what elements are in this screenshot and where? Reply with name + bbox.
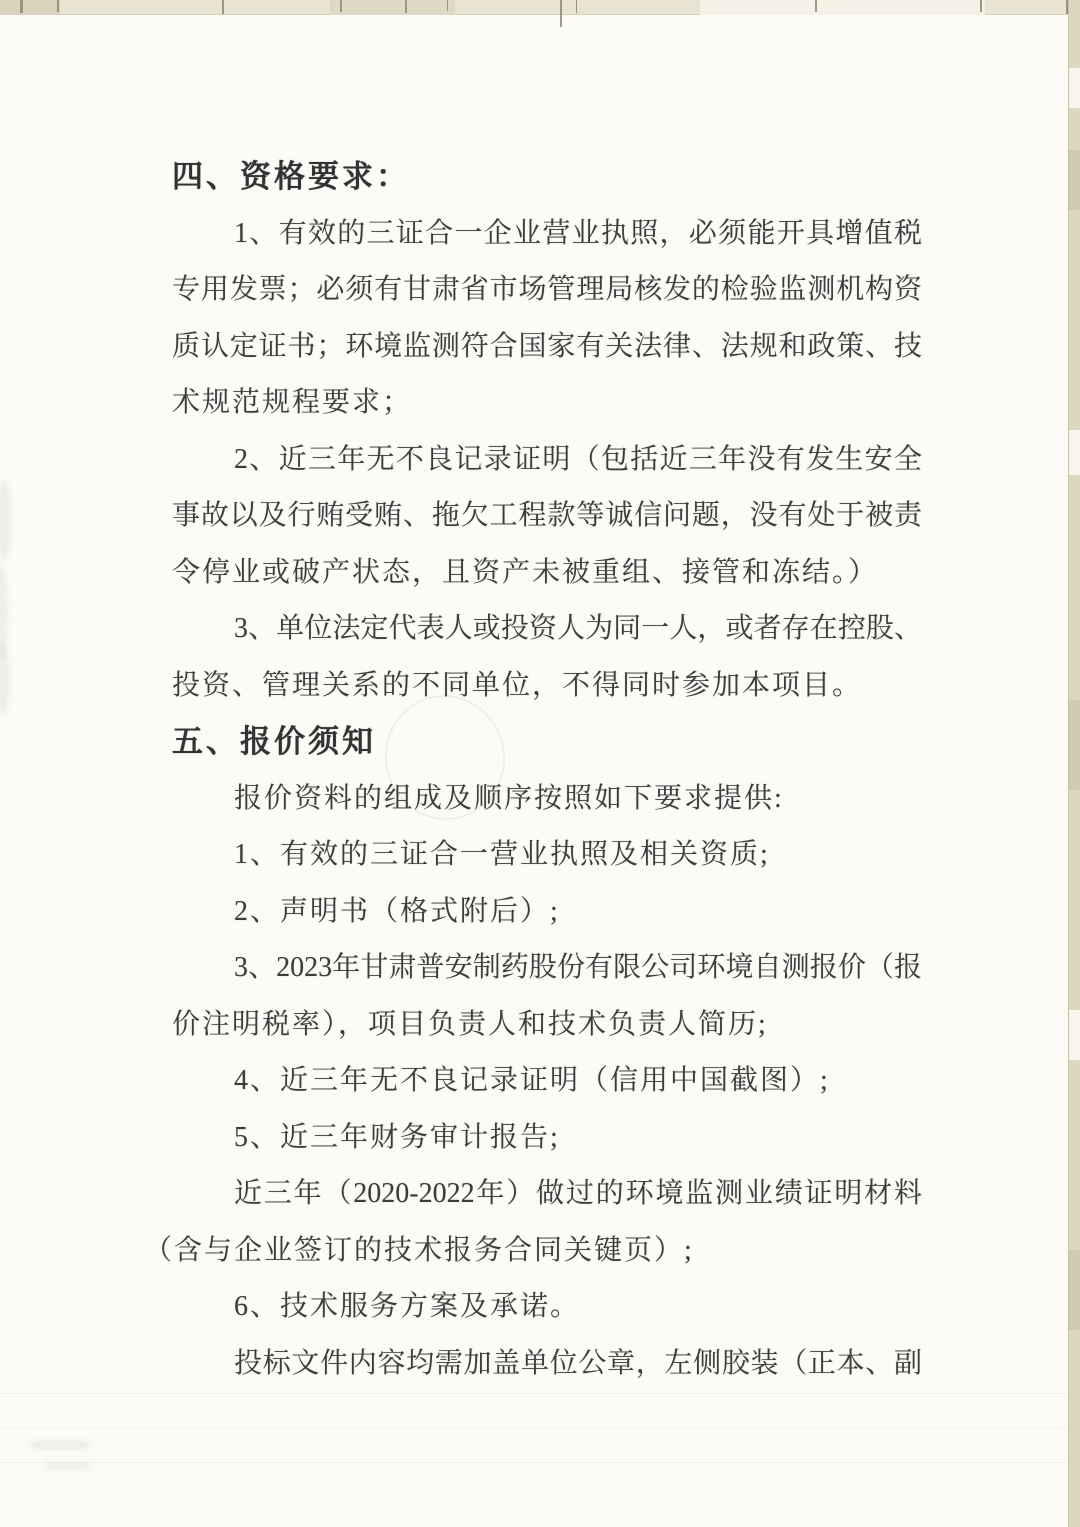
line-quotation-item-3-end: 价注明税率），项目负责人和技术负责人简历; xyxy=(172,1008,768,1040)
scan-artifact-tick xyxy=(447,0,448,11)
line-qualification-item-2-end: 令停业或破产状态，且资产未被重组、接管和冻结。） xyxy=(172,556,879,588)
scan-artifact-tick xyxy=(57,0,59,12)
line-quotation-item-5: 5、近三年财务审计报告; xyxy=(234,1121,560,1153)
line-quotation-item-1: 1、有效的三证合一营业执照及相关资质; xyxy=(234,839,770,870)
document-body xyxy=(0,149,1080,1392)
scan-artifact-tick xyxy=(980,0,982,12)
line-qualification-item-1: 1、有效的三证合一企业营业执照，必须能开具增值税 xyxy=(234,217,922,249)
line-quotation-item-6: 6、技术服务方案及承诺。 xyxy=(234,1291,581,1322)
scan-smudge xyxy=(30,1440,90,1450)
scan-artifact-tick xyxy=(20,0,23,13)
line-qualification-item-1-cont: 专用发票；必须有甘肃省市场管理局核发的检验监测机构资 xyxy=(172,274,922,305)
line-quotation-item-3: 3、2023年甘肃普安制药股份有限公司环境自测报价（报 xyxy=(234,952,922,983)
line-qualification-item-3: 3、单位法定代表人或投资人为同一人，或者存在控股、 xyxy=(234,613,922,644)
line-qualification-item-2: 2、近三年无不良记录证明（包括近三年没有发生安全 xyxy=(234,443,922,475)
scan-artifact-tick xyxy=(576,0,577,13)
line-quotation-intro: 报价资料的组成及顺序按照如下要求提供: xyxy=(234,782,784,814)
line-performance-materials-end: （含与企业签订的技术报务合同关键页）; xyxy=(144,1234,694,1266)
scan-artifact-line xyxy=(0,1428,1068,1429)
scan-artifact-tick xyxy=(405,0,407,13)
line-quotation-item-4: 4、近三年无不良记录证明（信用中国截图）; xyxy=(234,1065,830,1096)
line-quotation-item-2: 2、声明书（格式附后）; xyxy=(234,895,560,927)
line-qualification-item-3-end: 投资、管理关系的不同单位，不得同时参加本项目。 xyxy=(172,669,863,701)
scan-artifact-tick xyxy=(815,0,817,12)
scan-artifact-tick xyxy=(560,0,562,27)
line-performance-materials: 近三年（2020-2022年）做过的环境监测业绩证明材料 xyxy=(234,1178,922,1209)
line-qualification-item-2-cont: 事故以及行贿受贿、拖欠工程款等诚信问题，没有处于被责 xyxy=(172,500,922,531)
heading-section-5-quotation-notes: 五、报价须知 xyxy=(172,724,376,759)
line-qualification-item-1-end: 术规范规程要求； xyxy=(172,387,413,418)
scan-artifact-line xyxy=(0,1393,1068,1394)
scan-artifact-tick xyxy=(222,0,224,14)
line-binding-instructions: 投标文件内容均需加盖单位公章，左侧胶装（正本、副 xyxy=(234,1347,922,1379)
scan-artifact-tick xyxy=(340,0,342,12)
scan-smudge xyxy=(45,1462,90,1470)
scan-edge-top xyxy=(0,0,1080,15)
scan-artifact-line xyxy=(0,1462,1068,1463)
line-qualification-item-1-cont: 质认定证书；环境监测符合国家有关法律、法规和政策、技 xyxy=(172,330,922,362)
heading-section-4-qualifications: 四、资格要求： xyxy=(172,159,410,194)
